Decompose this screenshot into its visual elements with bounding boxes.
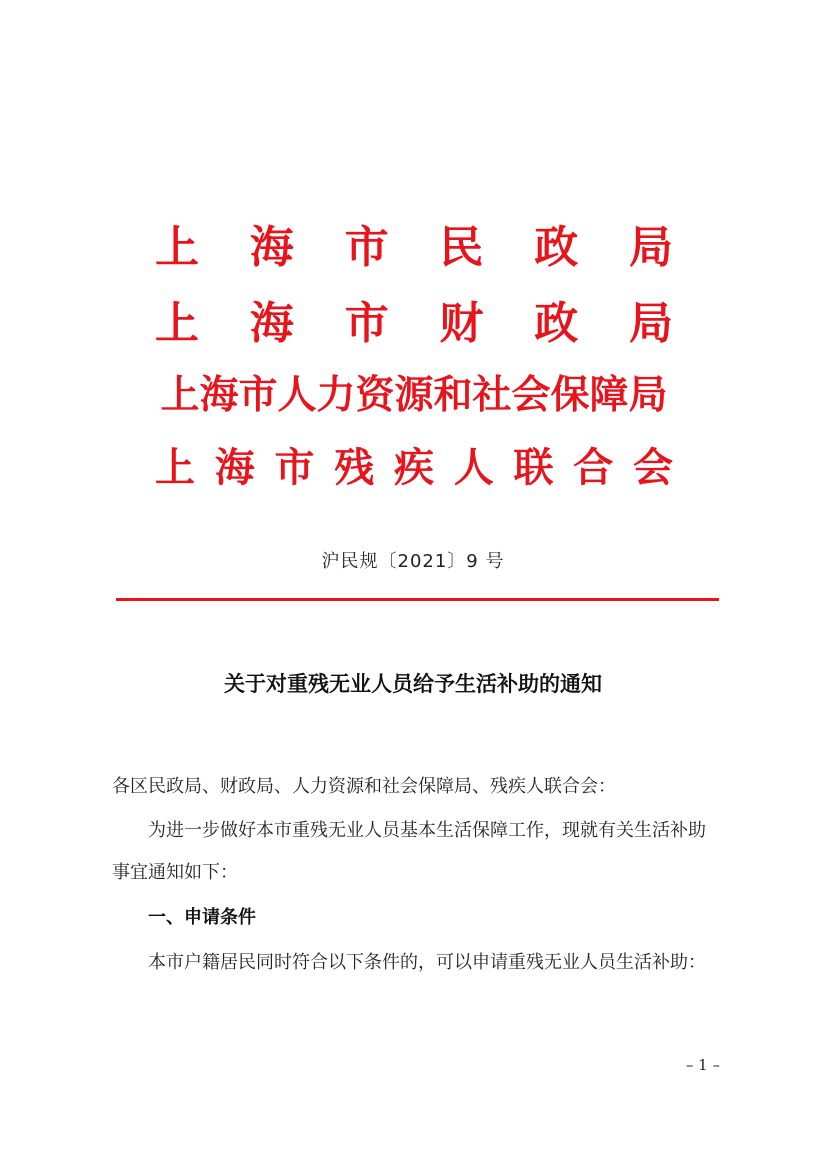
issuer-char: 市 [274, 445, 315, 491]
section-paragraph: 本市户籍居民同时符合以下条件的，可以申请重残无业人员生活补助： [148, 952, 706, 973]
issuer-char: 海 [214, 445, 255, 491]
issuer-char: 疾 [394, 445, 434, 491]
issuer-line-2 [155, 296, 673, 352]
issuer-char: 合 [573, 445, 614, 491]
issuer-char: 局 [628, 222, 673, 273]
issuer-char: 会 [633, 445, 673, 491]
issuer-line-3 [155, 368, 673, 424]
issuer-char: 市 [344, 222, 389, 273]
issuer-char: 海 [249, 298, 294, 349]
issuer-char: 联 [513, 445, 554, 491]
page-number: – 1 – [685, 1056, 720, 1074]
issuer-char: 政 [534, 298, 579, 349]
issuer-char: 人 [453, 445, 494, 491]
issuer-char: 上 [155, 298, 199, 349]
issuer-line-4 [155, 440, 673, 496]
intro-paragraph: 为进一步做好本市重残无业人员基本生活保障工作，现就有关生活补助事宜通知如下： [112, 820, 706, 883]
document-number: 沪民规〔2021〕9 号 [321, 551, 505, 572]
issuer-char: 残 [334, 445, 375, 491]
red-separator-line [116, 598, 719, 601]
document-title: 关于对重残无业人员给予生活补助的通知 [224, 671, 602, 696]
recipients-line: 各区民政局、财政局、人力资源和社会保障局、残疾人联合会： [112, 776, 616, 797]
issuer-char: 财 [439, 298, 484, 349]
issuer-char: 政 [534, 222, 579, 273]
issuer-name: 上海市人力资源和社会保障局 [160, 373, 668, 418]
section-heading: 一、申请条件 [148, 907, 256, 928]
issuer-char: 市 [344, 298, 389, 349]
issuer-char: 民 [439, 222, 484, 273]
issuer-char: 海 [249, 222, 294, 273]
issuer-char: 上 [155, 445, 195, 491]
issuer-char: 上 [155, 222, 199, 273]
issuer-line-1 [155, 220, 673, 276]
issuer-char: 局 [628, 298, 673, 349]
